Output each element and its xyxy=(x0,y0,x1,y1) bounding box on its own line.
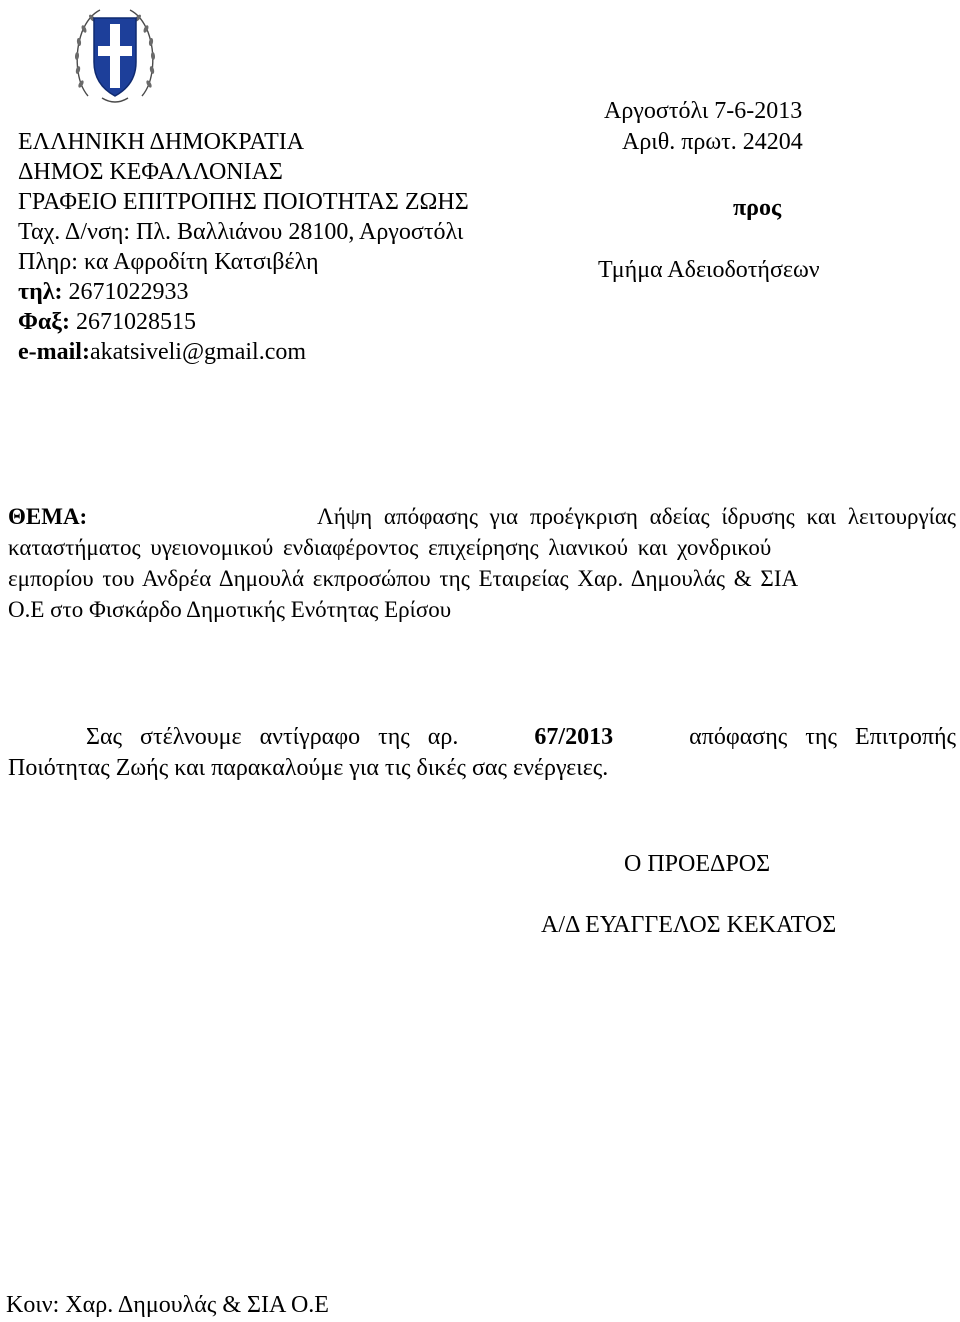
body-line-1 xyxy=(8,722,956,753)
fax-value: 2671028515 xyxy=(69,309,196,335)
header-phone xyxy=(18,277,469,307)
cc-line: Κοιν: Χαρ. Δημουλάς & ΣΙΑ Ο.Ε xyxy=(6,1292,329,1318)
protocol-number: Αριθ. πρωτ. 24204 xyxy=(622,129,803,155)
body-paragraph xyxy=(8,722,956,784)
city-date: Αργοστόλι 7-6-2013 xyxy=(604,98,803,124)
body-line-1-before: Σας στέλνουμε αντίγραφο της αρ. xyxy=(86,724,459,750)
header-address: Ταχ. Δ/νση: Πλ. Βαλλιάνου 28100, Αργοστόλι xyxy=(18,219,464,245)
header-fax xyxy=(18,307,469,337)
email-label: e-mail: xyxy=(18,339,90,365)
header-email xyxy=(18,337,469,367)
subject-line-1 xyxy=(8,502,956,533)
phone-value: 2671022933 xyxy=(62,279,189,305)
subject-line-4: Ο.Ε στο Φισκάρδο Δημοτικής Ενότητας Ερίσου xyxy=(8,597,452,622)
subject-paragraph xyxy=(8,502,956,626)
recipient: Τμήμα Αδειοδοτήσεων xyxy=(598,257,820,283)
subject-label: ΘΕΜΑ: xyxy=(8,504,88,529)
sender-block xyxy=(18,127,469,367)
greek-coat-of-arms-icon xyxy=(72,4,158,108)
decision-number: 67/2013 xyxy=(534,724,614,750)
body-line-1-after: απόφασης της Επιτροπής xyxy=(689,724,956,750)
header-country: ΕΛΛΗΝΙΚΗ ΔΗΜΟΚΡΑΤΙΑ xyxy=(18,129,305,155)
fax-label: Φαξ: xyxy=(18,309,70,335)
signature-name: Α/Δ ΕΥΑΓΓΕΛΟΣ ΚΕΚΑΤΟΣ xyxy=(541,912,837,938)
phone-label: τηλ: xyxy=(18,279,63,305)
email-value: akatsiveli@gmail.com xyxy=(89,339,307,365)
subject-line-2: καταστήματος υγειονομικού ενδιαφέροντος επιχείρησης λιανικού και χονδρικού xyxy=(8,535,772,560)
header-office: ΓΡΑΦΕΙΟ ΕΠΙΤΡΟΠΗΣ ΠΟΙΟΤΗΤΑΣ ΖΩΗΣ xyxy=(18,189,469,215)
body-line-2: Ποιότητας Ζωής και παρακαλούμε για τις δικές σας ενέργειες. xyxy=(8,755,609,781)
subject-line-3: εμπορίου του Ανδρέα Δημουλά εκπροσώπου της Εταιρείας Χαρ. Δημουλάς & ΣΙΑ xyxy=(8,566,799,591)
subject-line-1-text: Λήψη απόφασης για προέγκριση αδείας ίδρυσης και λειτουργίας xyxy=(317,504,956,529)
signature-title: Ο ΠΡΟΕΔΡΟΣ xyxy=(624,851,771,877)
to-label: προς xyxy=(733,195,782,221)
header-municipality: ΔΗΜΟΣ ΚΕΦΑΛΛΟΝΙΑΣ xyxy=(18,159,283,185)
header-contact-person: Πληρ: κα Αφροδίτη Κατσιβέλη xyxy=(18,249,319,275)
